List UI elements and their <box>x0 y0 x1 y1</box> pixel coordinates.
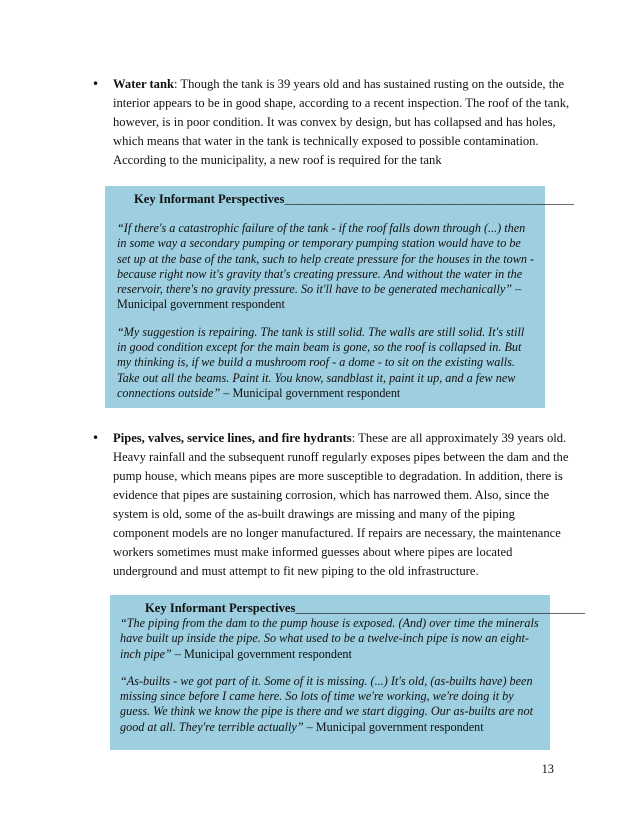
bullet-body: These are all approximately 39 years old. Heavy rainfall and the subsequent runoff regularly exposes pipes between the dam and the pump house, which means pipes are more susceptible to degradation. In addition, there is evidence that pipes are sustaining corrosion, which has narrowed them. Also, since the system is old, some of the as-built drawings are missing and many of the piping component models are no longer manufactured. If repairs are necessary, the maintenance workers sometimes must make informed guesses about where pipes are located underground and must attempt to fit new piping to the old infrastructure. <box>113 431 569 578</box>
heading-rule: ______________________________________________ <box>284 192 575 206</box>
page-number: 13 <box>541 762 554 776</box>
quote-attribution: – Municipal government respondent <box>220 385 401 400</box>
box-heading-text: Key Informant Perspectives <box>145 601 296 615</box>
quote-attribution: – Municipal government respondent <box>117 282 522 312</box>
box-heading <box>120 600 586 616</box>
quote-text: “As-builts - we got part of it. Some of it is missing. (...) It's old, (as-builts have) been missing since before I came here. So lots of time we're working, we're doing it by guess. We think we know the pipe is there and we start digging. Our as-builts are not good at all. They're terrible actually” <box>120 673 533 734</box>
bullet-separator: : <box>351 431 356 445</box>
bullet-pipes <box>92 429 572 581</box>
quote-text: “The piping from the dam to the pump house is exposed. (And) over time the minerals have built up inside the pipe. So what used to be a twelve-inch pipe is now an eight-inch pipe” <box>120 616 539 661</box>
bullet-icon: • <box>92 431 100 445</box>
quote-attribution: – Municipal government respondent <box>303 719 484 734</box>
key-informant-box <box>105 186 575 408</box>
bullet-separator: : <box>174 77 178 91</box>
informant-quote <box>117 325 535 401</box>
quote-text: “If there's a catastrophic failure of the tank - if the roof falls down through (...) then in some way a secondary pumping or temporary pumping station would have to be set up at the base of the tank, such to help create pressure for the houses in the town - because right now it's gravity that's creating pressure. And without the water in the reservoir, there's no gravity pressure. So it'll have to be generated mechanically” <box>117 221 535 297</box>
box-heading <box>117 191 575 207</box>
bullet-icon: • <box>92 77 100 91</box>
informant-quote <box>120 616 540 662</box>
quote-attribution: – Municipal government respondent <box>171 646 352 661</box>
bullet-paragraph <box>113 429 572 581</box>
informant-quote <box>117 221 535 313</box>
bullet-label: Pipes, valves, service lines, and fire hydrants <box>113 431 352 445</box>
quote-text: “My suggestion is repairing. The tank is still solid. The walls are still solid. It's still in good condition except for the main beam is gone, so the roof is collapsed in. But my thinking is, if we build a mushroom roof - a dome - to sit on the existing walls. Take out all the beams. Paint it. You know, sandblast it, paint it up, and a few new connections outside” <box>117 324 525 400</box>
bullet-paragraph <box>113 75 572 170</box>
bullet-label: Water tank <box>113 77 174 91</box>
box-heading-text: Key Informant Perspectives <box>134 192 285 206</box>
bullet-body: Though the tank is 39 years old and has sustained rusting on the outside, the interior appears to be in good shape, according to a recent inspection. The roof of the tank, however, is in poor condition. It was convex by design, but has collapsed and has holes, which means that water in the tank is technically exposed to possible contamination. According to the municipality, a new roof is required for the tank <box>113 77 570 167</box>
informant-quote <box>120 674 540 735</box>
bullet-water-tank <box>92 75 572 170</box>
heading-rule: ______________________________________________ <box>295 601 586 615</box>
key-informant-box <box>110 595 586 750</box>
